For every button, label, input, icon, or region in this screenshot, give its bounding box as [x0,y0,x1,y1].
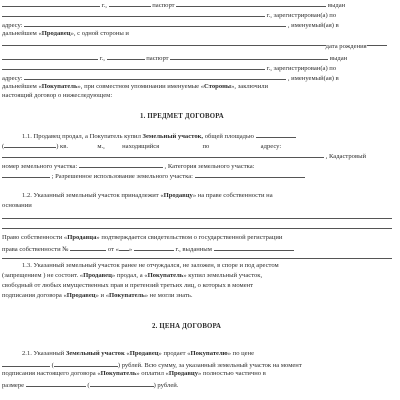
clause-1-1: 1.1. Продавец продал, а Покупатель купил Земельный участок, общей площадью [22,131,296,141]
header-text: адресу: [2,22,23,29]
header-line-1 [2,0,345,10]
clause-2-1-line-4: размере ( ) рублей. [2,382,179,389]
clause-2-1: 2.1. Указанный Земельный участок «Продавец» продает «Покупателю» по цене [22,350,255,357]
blank-line [2,228,392,229]
clause-1-1-line-4: номер земельного участка: , Категория земельного участка: [2,163,255,170]
header-line-10 [2,92,112,100]
clause-2-1-line-2: ( ) рублей. Всю сумму, за указанный земельный участок на момент [2,360,302,370]
clause-1-3: 1.3. Указанный земельный участок ранее не отчуждался, не заложен, в споре и под арестом [22,262,279,269]
header-text: , именуемый(ая) в [287,22,339,29]
header-text: г., [99,55,105,62]
blank-line [2,258,392,259]
header-text: настоящий договор о нижеследующем: [2,92,113,99]
clause-1-2-line-5: права собственности № от « » г., выданным [2,244,294,254]
header-line-6 [2,53,347,63]
clause-1-3-line-3: свободный от любых имущественных прав и претензий третьих лиц, о которых в момент [2,282,254,289]
clause-1-1-line-5: ; Разрешенное использование земельного участка: [2,171,305,181]
clause-1-3-line-4: подписания договора «Продавец» и «Покупатель» не могли знать. [2,292,193,299]
header-line-2 [2,10,336,20]
header-text: г., [101,2,107,9]
header-line-8 [2,73,339,83]
clause-2-1-line-3: подписания настоящего договора «Покупатель» оплатил «Продавцу» полностью частично в [2,370,266,377]
seller-term: Продавец [41,30,71,37]
buyer-term: Покупатель [41,83,78,90]
header-text: выдан [329,55,348,62]
clause-1-1-line-3: , Кадастровый [2,151,366,161]
clause-1-2-line-2: основании [2,202,32,209]
header-line-5 [2,42,367,51]
header-text: выдан [327,2,346,9]
clause-1-2-line-4: Право собственности «Продавца» подтверждается свидетельством о государственной регистрации [2,234,283,241]
clause-1-2: 1.2. Указанный земельный участок принадлежит «Продавцу» на праве собственности на [22,192,273,199]
clause-1-3-line-2: (запрещением ) не состоит. «Продавец» продал, а «Покупатель» купил земельный участок, [2,272,263,279]
header-line-3 [2,20,339,30]
header-text: адресу: [2,75,23,82]
blank-line [2,218,392,219]
header-line-7 [2,63,336,73]
header-text: г., зарегистрирован(а) по [266,65,337,72]
clause-1-1-line-2: ( ) кв. м., находящийся по адресу: [2,143,282,150]
header-text: дата рождения [325,43,367,50]
header-text: г., зарегистрирован(а) по [266,12,337,19]
header-text: паспорт [152,2,175,9]
header-text: паспорт [146,55,169,62]
section-1-title: 1. ПРЕДМЕТ ДОГОВОРА [140,113,224,120]
parties-term: Стороны [204,83,232,90]
header-line-4: дальнейшем «Продавец», с одной стороны и [2,30,129,37]
header-text: , именуемый(ая) в [287,75,339,82]
section-2-title: 2. ЦЕНА ДОГОВОРА [152,323,222,330]
header-line-9: дальнейшем «Покупатель», при совместном упоминании именуемые «Стороны», заключили [2,83,269,90]
